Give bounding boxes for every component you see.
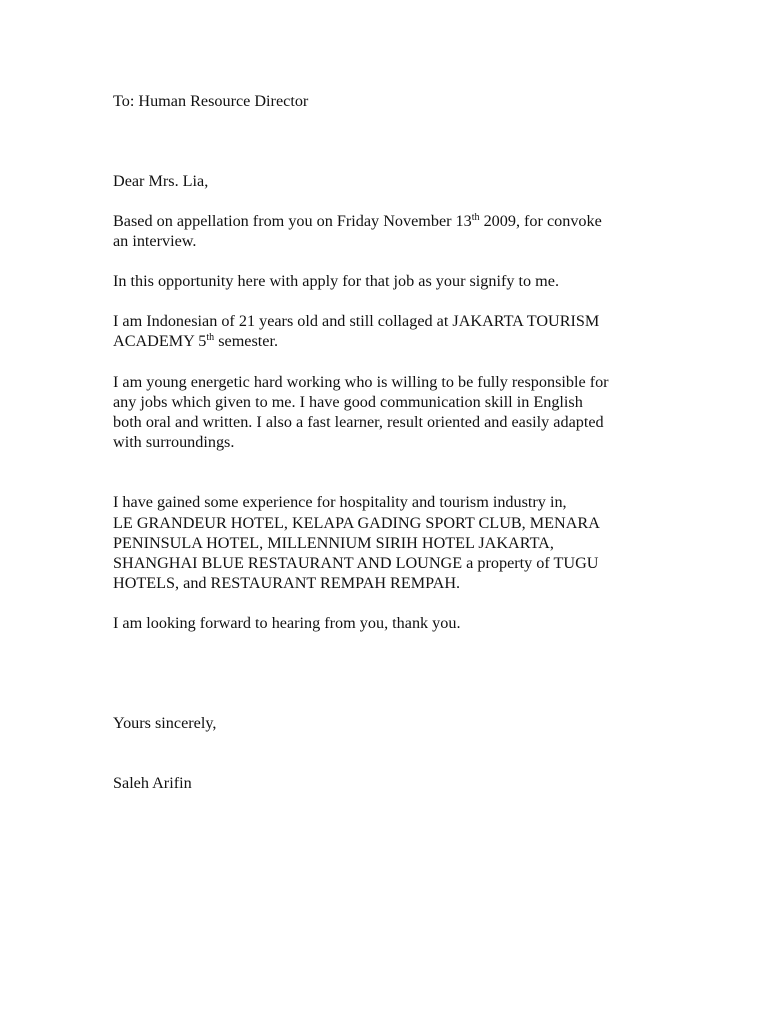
signature-name: Saleh Arifin — [113, 774, 192, 792]
paragraph1-line1-text: Based on appellation from you on Friday November 13 — [113, 212, 472, 230]
paragraph2: In this opportunity here with apply for that job as your signify to me. — [113, 272, 559, 290]
paragraph4-line: any jobs which given to me. I have good communication skill in English — [113, 393, 583, 411]
paragraph4-line: both oral and written. I also a fast learner, result oriented and easily adapted — [113, 413, 604, 431]
paragraph5-line: PENINSULA HOTEL, MILLENNIUM SIRIH HOTEL JAKARTA, — [113, 534, 554, 552]
paragraph1-line1 — [113, 211, 602, 231]
paragraph3-line2-text: ACADEMY 5 — [113, 332, 207, 350]
closing: Yours sincerely, — [113, 714, 217, 732]
paragraph5-line: LE GRANDEUR HOTEL, KELAPA GADING SPORT CLUB, MENARA — [113, 514, 600, 532]
paragraph3-line2 — [113, 331, 278, 351]
paragraph3-line1: I am Indonesian of 21 years old and still collaged at JAKARTA TOURISM — [113, 312, 600, 330]
paragraph5-line: I have gained some experience for hospitality and tourism industry in, — [113, 493, 567, 511]
ordinal-suffix: th — [206, 332, 215, 343]
paragraph4-line: with surroundings. — [113, 433, 235, 451]
paragraph3-line2-tail: semester. — [214, 332, 279, 350]
paragraph5-line: HOTELS, and RESTAURANT REMPAH REMPAH. — [113, 574, 461, 592]
recipient-line: To: Human Resource Director — [113, 92, 309, 110]
paragraph4-line: I am young energetic hard working who is willing to be fully responsible for — [113, 373, 609, 391]
paragraph6: I am looking forward to hearing from you, thank you. — [113, 614, 461, 632]
salutation: Dear Mrs. Lia, — [113, 172, 209, 190]
ordinal-suffix: th — [471, 212, 480, 223]
paragraph1-line2: an interview. — [113, 232, 197, 250]
paragraph1-line1-tail: 2009, for convoke — [479, 212, 602, 230]
paragraph5-line: SHANGHAI BLUE RESTAURANT AND LOUNGE a property of TUGU — [113, 554, 599, 572]
